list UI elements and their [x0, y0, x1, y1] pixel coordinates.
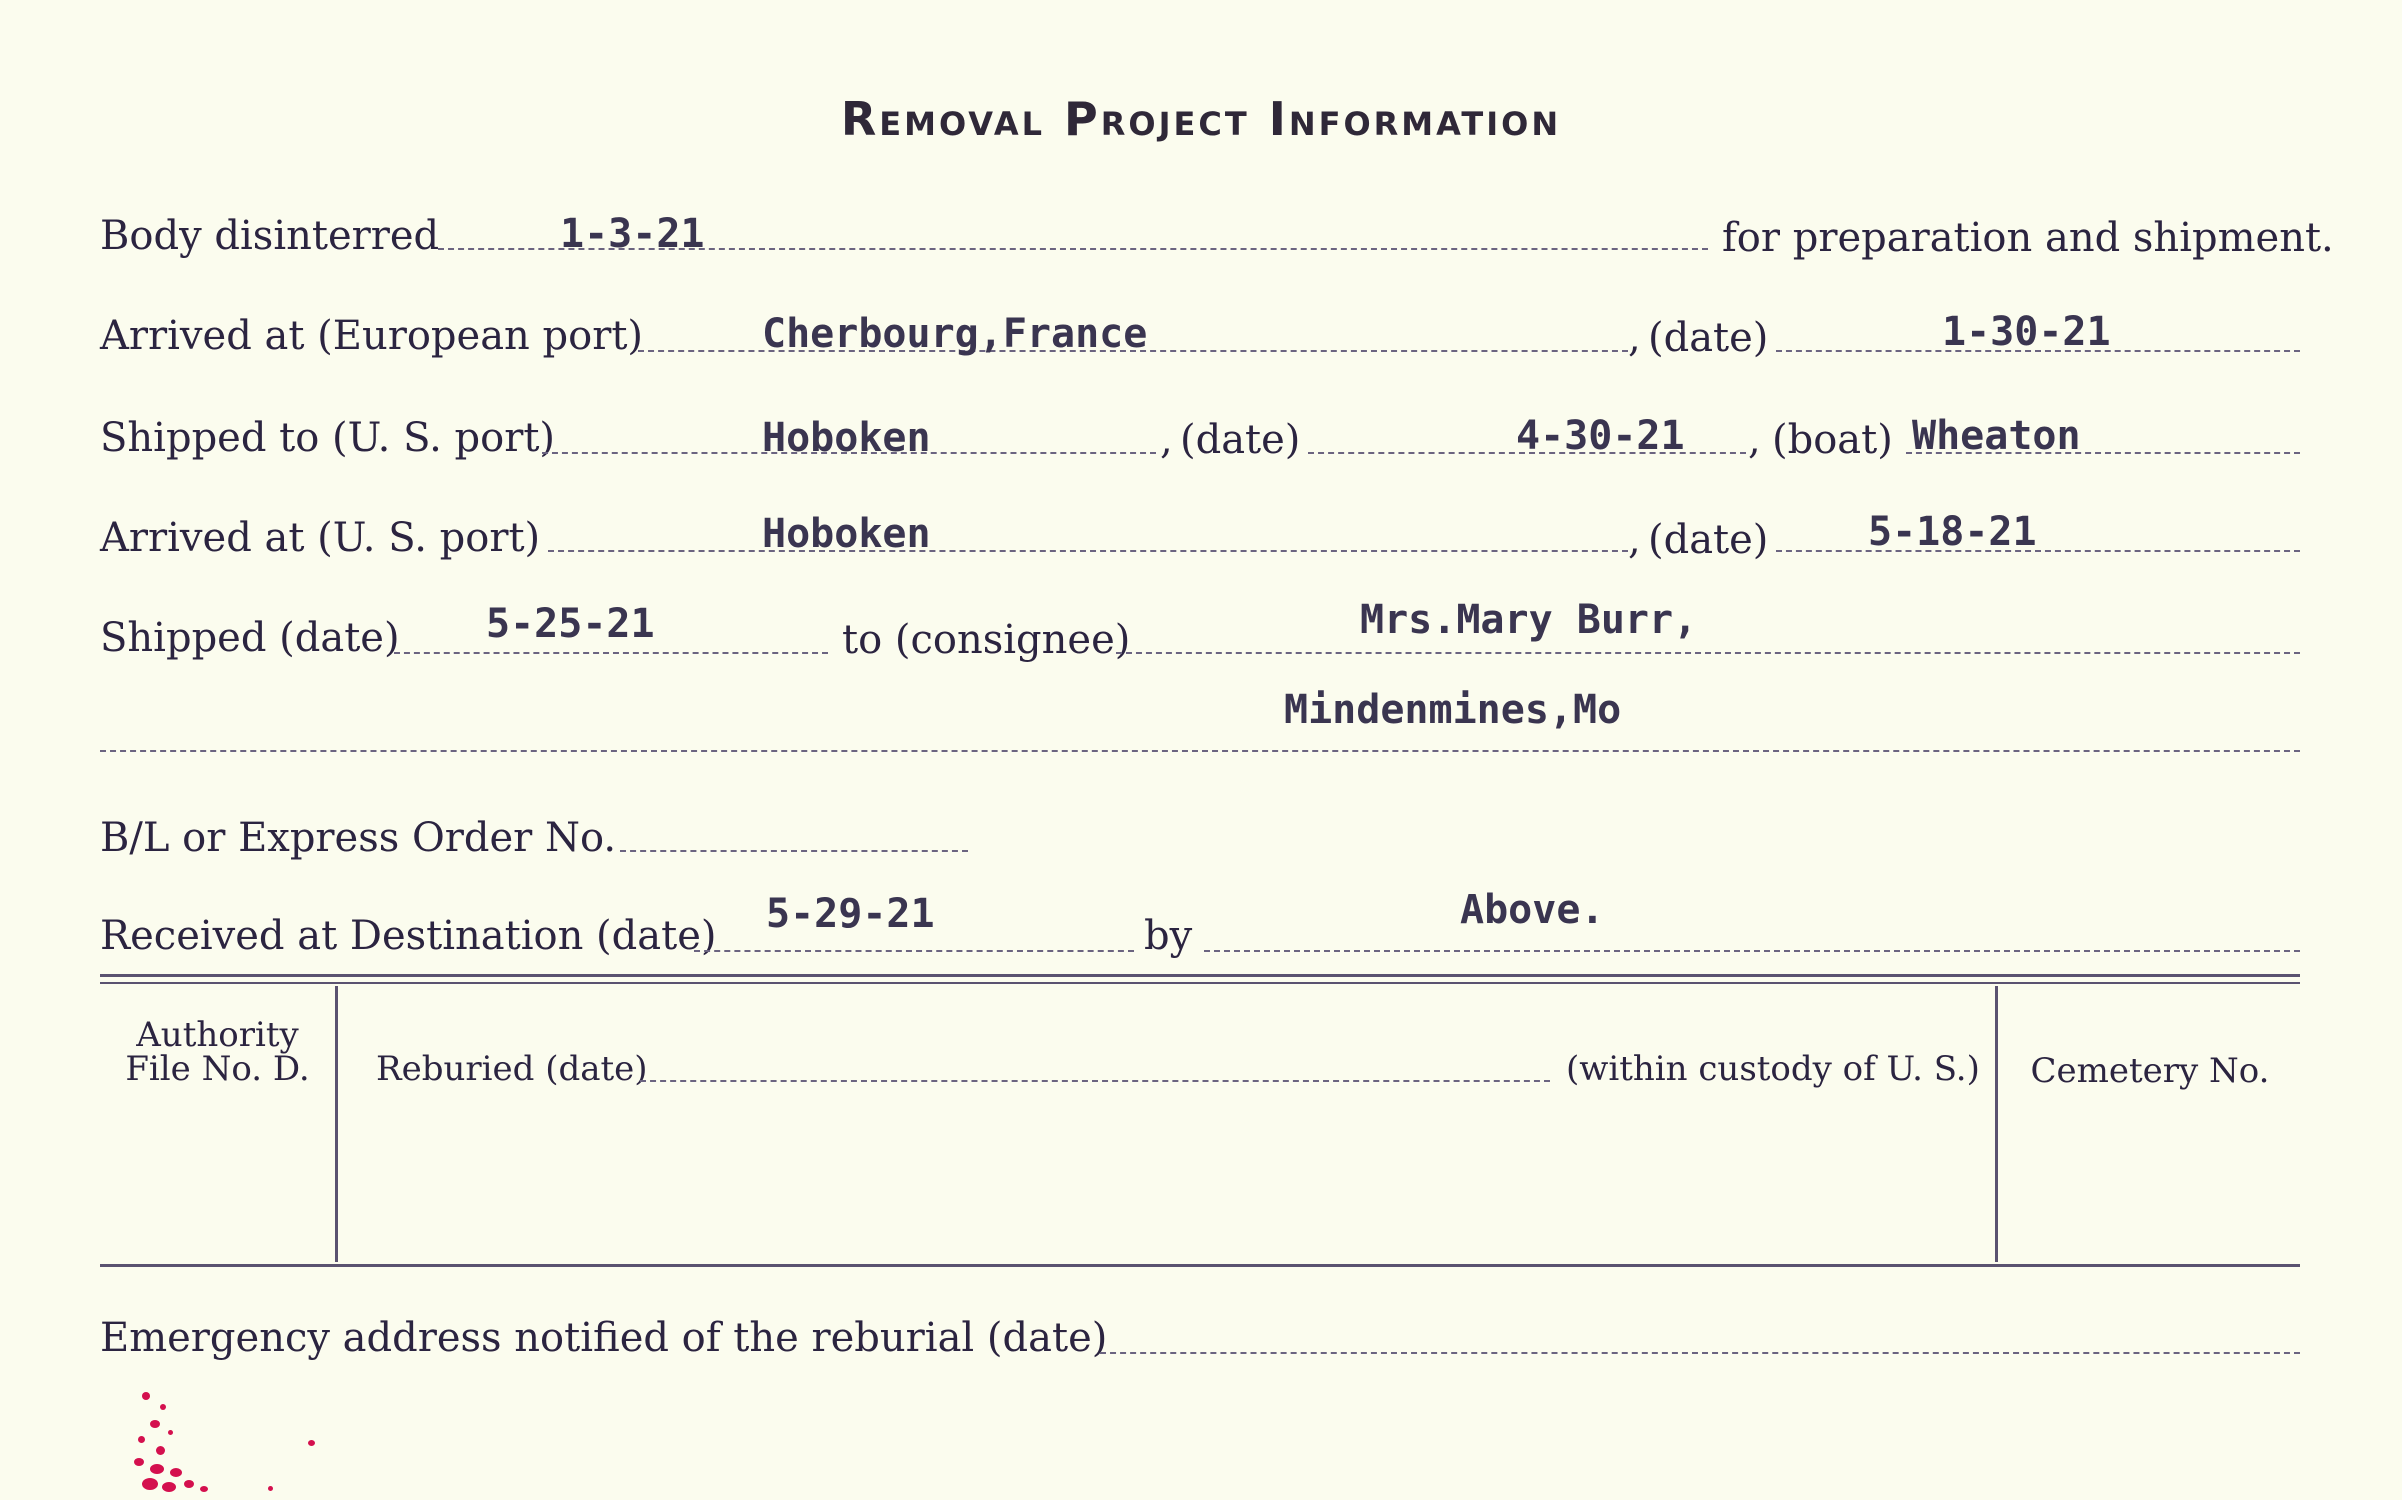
shipped-to-us-label: Shipped to (U. S. port) [100, 415, 555, 461]
european-date-label: (date) [1648, 315, 1769, 361]
received-destination-label: Received at Destination (date) [100, 913, 717, 959]
to-consignee-label: to (consignee) [842, 617, 1131, 663]
us-port-arrived-line [548, 550, 1628, 552]
us-port-shipped-date-value: 4-30-21 [1516, 413, 1685, 459]
european-port-value: Cherbourg,France [762, 311, 1148, 357]
received-by-line [1204, 950, 2300, 952]
us-port-arrived-date-value: 5-18-21 [1868, 509, 2037, 555]
disinterred-date-value: 1-3-21 [560, 211, 705, 257]
table-divider-left [335, 986, 338, 1262]
table-divider-right [1995, 986, 1998, 1262]
table-bottom-rule [100, 1264, 2300, 1267]
us-port-arrived-date-line [1776, 550, 2300, 552]
consignee-name-value: Mrs.Mary Burr, [1360, 597, 1698, 643]
arrived-us-label: Arrived at (U. S. port) [100, 515, 541, 561]
for-preparation-label: for preparation and shipment. [1722, 215, 2334, 261]
by-label: by [1144, 913, 1193, 959]
reburied-line [640, 1080, 1550, 1082]
received-date-value: 5-29-21 [766, 891, 935, 937]
authority-label-1: Authority [136, 1015, 299, 1055]
within-custody-label: (within custody of U. S.) [1566, 1049, 1980, 1089]
boat-value: Wheaton [1912, 413, 2081, 459]
us-port-shipped-value: Hoboken [762, 415, 931, 461]
shipped-date-line [394, 652, 828, 654]
emergency-address-line [1100, 1352, 2300, 1354]
us-port-arrived-date-label: (date) [1648, 517, 1769, 563]
shipped-date-label: Shipped (date) [100, 615, 400, 661]
reburied-label: Reburied (date) [376, 1049, 648, 1089]
bl-express-line [620, 850, 968, 852]
us-port-arrived-value: Hoboken [762, 511, 931, 557]
european-date-value: 1-30-21 [1942, 309, 2111, 355]
bl-express-label: B/L or Express Order No. [100, 815, 617, 861]
cemetery-no-label: Cemetery No. [2030, 1051, 2270, 1091]
consignee-address-line [100, 750, 2300, 752]
boat-label: (boat) [1772, 417, 1893, 463]
received-by-value: Above. [1460, 887, 1605, 933]
consignee-address-value: Mindenmines,Mo [1284, 687, 1622, 733]
emergency-address-label: Emergency address notified of the reburial (date) [100, 1315, 1108, 1361]
us-port-shipped-date-label: (date) [1180, 417, 1301, 463]
removal-project-card: Removal Project Information Body disinterred 1-3-21 for preparation and shipment. Arrived at (European port) Cherbourg,France , (date) 1-30-21 Shipped to (U. S. port) Hoboken , (date) 4-30-21 , (boat) Wheaton Arrived at (U. S. port) Hoboken , (date) 5-18-21 Shipped (date) 5-25-21 to (consignee) Mrs.Mary Burr, Mindenmines,Mo B/L or Express Order No. Received at Destination (date) 5-29-21 by Above. Authority File No. D. Reburied (date) (within custody of U. S.) Cemetery No. Emergency address notified of the reburial (date) [0, 0, 2402, 1500]
received-date-line [694, 950, 1134, 952]
arrived-european-label: Arrived at (European port) [100, 313, 644, 359]
table-top-rule-2 [100, 982, 2300, 984]
authority-label-2: File No. D. [125, 1049, 310, 1089]
body-disinterred-label: Body disinterred [100, 213, 440, 259]
shipped-date-value: 5-25-21 [486, 601, 655, 647]
card-title: Removal Project Information [840, 92, 1562, 146]
table-top-rule-1 [100, 974, 2300, 977]
consignee-line [1116, 652, 2300, 654]
